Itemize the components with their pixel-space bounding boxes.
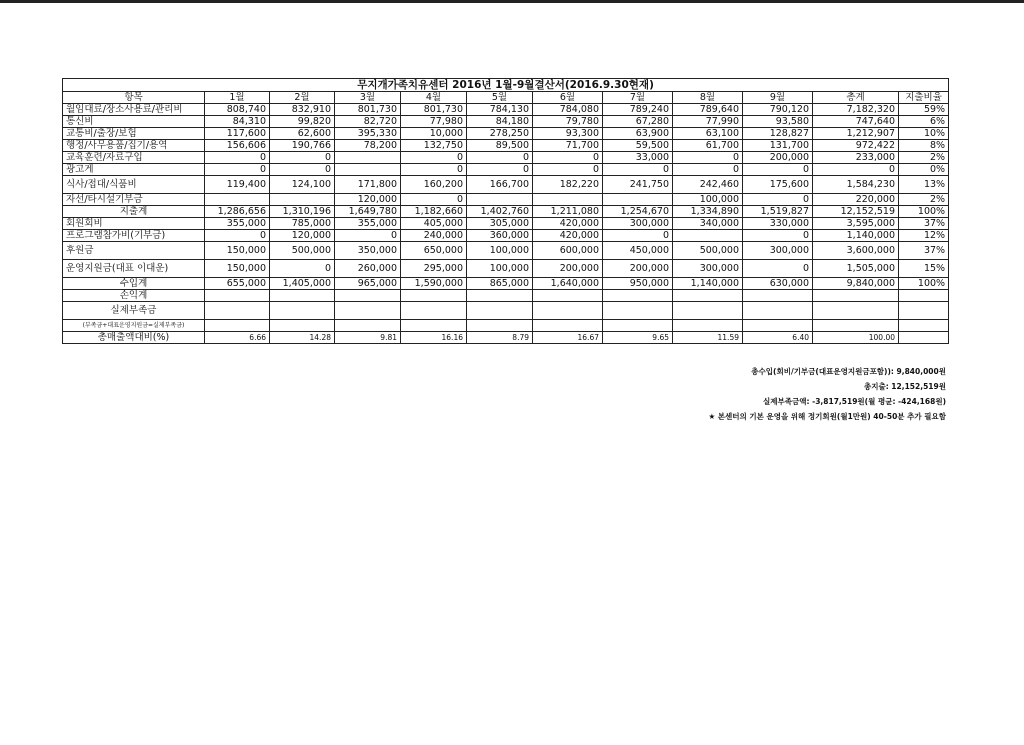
table-row (63, 176, 949, 194)
table-cell: 1,254,670 (603, 206, 673, 218)
table-cell: 1,405,000 (270, 278, 335, 290)
table-cell (899, 332, 949, 344)
table-cell: 2% (899, 194, 949, 206)
table-cell: 0 (673, 164, 743, 176)
table-cell: 33,000 (603, 152, 673, 164)
table-cell: 0 (205, 230, 270, 242)
table-cell: 1,310,196 (270, 206, 335, 218)
header-month-6: 6월 (533, 92, 603, 104)
table-cell: 1,211,080 (533, 206, 603, 218)
table-cell: 190,766 (270, 140, 335, 152)
table-cell: 1,140,000 (673, 278, 743, 290)
table-cell: 233,000 (813, 152, 899, 164)
table-cell: 0 (743, 194, 813, 206)
table-cell: 784,080 (533, 104, 603, 116)
row-label: 후원금 (63, 242, 205, 260)
table-cell: 93,300 (533, 128, 603, 140)
table-cell: 131,700 (743, 140, 813, 152)
row-label: 운영지원금(대표 이대운) (63, 260, 205, 278)
table-cell: 0 (603, 230, 673, 242)
table-cell: 1,519,827 (743, 206, 813, 218)
table-cell: 117,600 (205, 128, 270, 140)
table-cell (673, 320, 743, 332)
table-cell (533, 302, 603, 320)
table-cell: 100% (899, 206, 949, 218)
table-cell (743, 320, 813, 332)
table-cell: 11.59 (673, 332, 743, 344)
table-cell (270, 290, 335, 302)
note-total-expense: 총지출: 12,152,519원 (863, 382, 946, 391)
table-cell: 93,580 (743, 116, 813, 128)
top-border-line (0, 0, 1024, 3)
table-cell: 200,000 (603, 260, 673, 278)
table-row (63, 152, 949, 164)
table-row (63, 230, 949, 242)
row-label: 자선/타시설기부금 (63, 194, 205, 206)
table-cell (335, 164, 401, 176)
table-cell: 120,000 (335, 194, 401, 206)
table-cell (467, 290, 533, 302)
table-cell (467, 194, 533, 206)
table-cell (533, 320, 603, 332)
table-cell: 63,900 (603, 128, 673, 140)
table-cell: 182,220 (533, 176, 603, 194)
table-cell: 220,000 (813, 194, 899, 206)
row-label: 광고게 (63, 164, 205, 176)
header-month-4: 4월 (401, 92, 467, 104)
table-cell: 0 (533, 152, 603, 164)
table-cell: 395,330 (335, 128, 401, 140)
table-cell: 0 (401, 164, 467, 176)
table-cell: 6.40 (743, 332, 813, 344)
table-cell: 0 (270, 164, 335, 176)
table-cell (401, 320, 467, 332)
table-cell: 124,100 (270, 176, 335, 194)
table-cell: 150,000 (205, 260, 270, 278)
table-row (63, 242, 949, 260)
table-cell: 0 (743, 164, 813, 176)
table-row (63, 290, 949, 302)
settlement-table (62, 78, 949, 344)
table-cell: 420,000 (533, 218, 603, 230)
row-label: 교통비/출장/보험 (63, 128, 205, 140)
table-cell (270, 320, 335, 332)
table-cell (673, 302, 743, 320)
table-cell: 1,212,907 (813, 128, 899, 140)
table-cell: 0% (899, 164, 949, 176)
header-month-2: 2월 (270, 92, 335, 104)
table-cell: 242,460 (673, 176, 743, 194)
table-cell: 6% (899, 116, 949, 128)
table-row (63, 320, 949, 332)
table-row (63, 194, 949, 206)
row-label: 총매출액대비(%) (63, 332, 205, 344)
table-cell: 747,640 (813, 116, 899, 128)
table-cell: 100,000 (673, 194, 743, 206)
table-cell: 14.28 (270, 332, 335, 344)
table-cell (533, 290, 603, 302)
table-cell (205, 302, 270, 320)
table-cell: 9.65 (603, 332, 673, 344)
table-cell (899, 320, 949, 332)
table-cell: 77,990 (673, 116, 743, 128)
table-cell: 132,750 (401, 140, 467, 152)
table-cell (813, 302, 899, 320)
table-cell: 82,720 (335, 116, 401, 128)
table-cell: 300,000 (673, 260, 743, 278)
table-cell: 8.79 (467, 332, 533, 344)
header-month-8: 8월 (673, 92, 743, 104)
row-label: 식사/접대/식품비 (63, 176, 205, 194)
note-total-income: 총수입(회비/기부금(대표운영지원금포함)): 9,840,000원 (751, 367, 946, 376)
row-label: 통신비 (63, 116, 205, 128)
table-cell: 59% (899, 104, 949, 116)
row-label: 행정/사무용품/집기/용역 (63, 140, 205, 152)
table-cell: 37% (899, 218, 949, 230)
table-cell: 99,820 (270, 116, 335, 128)
table-cell: 200,000 (533, 260, 603, 278)
header-month-3: 3월 (335, 92, 401, 104)
table-cell: 120,000 (270, 230, 335, 242)
settlement-report (62, 78, 948, 344)
note-actual-shortfall: 실제부족금액: -3,817,519원(월 평균: -424,168원) (763, 397, 946, 406)
table-cell: 832,910 (270, 104, 335, 116)
table-cell: 3,595,000 (813, 218, 899, 230)
table-row (63, 128, 949, 140)
table-cell: 9,840,000 (813, 278, 899, 290)
table-cell: 37% (899, 242, 949, 260)
header-row (63, 92, 949, 104)
table-row (63, 302, 949, 320)
table-cell (335, 302, 401, 320)
table-cell (335, 290, 401, 302)
table-cell: 300,000 (603, 218, 673, 230)
table-cell: 808,740 (205, 104, 270, 116)
header-month-5: 5월 (467, 92, 533, 104)
table-cell: 13% (899, 176, 949, 194)
table-cell: 790,120 (743, 104, 813, 116)
row-label: 회원회비 (63, 218, 205, 230)
table-cell (899, 290, 949, 302)
table-cell: 785,000 (270, 218, 335, 230)
table-cell: 789,240 (603, 104, 673, 116)
table-cell (673, 230, 743, 242)
table-cell (743, 302, 813, 320)
table-cell: 350,000 (335, 242, 401, 260)
table-cell (401, 290, 467, 302)
table-cell: 16.16 (401, 332, 467, 344)
table-cell (270, 302, 335, 320)
table-cell (205, 290, 270, 302)
header-month-9: 9월 (743, 92, 813, 104)
table-cell: 0 (270, 152, 335, 164)
table-cell: 500,000 (270, 242, 335, 260)
row-label: 실제부족금 (63, 302, 205, 320)
table-cell: 500,000 (673, 242, 743, 260)
table-cell: 84,310 (205, 116, 270, 128)
table-row (63, 260, 949, 278)
table-cell: 1,505,000 (813, 260, 899, 278)
table-row (63, 104, 949, 116)
row-label: 손익계 (63, 290, 205, 302)
table-row (63, 206, 949, 218)
table-cell (335, 320, 401, 332)
row-label: 수입계 (63, 278, 205, 290)
table-cell (335, 152, 401, 164)
table-cell: 1,286,656 (205, 206, 270, 218)
table-cell (673, 290, 743, 302)
table-cell: 801,730 (335, 104, 401, 116)
table-cell (603, 302, 673, 320)
table-cell: 62,600 (270, 128, 335, 140)
table-cell: 0 (401, 152, 467, 164)
header-ratio: 지출비율 (899, 92, 949, 104)
table-cell: 78,200 (335, 140, 401, 152)
table-cell: 10% (899, 128, 949, 140)
table-cell: 330,000 (743, 218, 813, 230)
table-cell: 1,402,760 (467, 206, 533, 218)
table-cell (603, 320, 673, 332)
table-cell: 300,000 (743, 242, 813, 260)
table-cell (467, 320, 533, 332)
table-cell: 965,000 (335, 278, 401, 290)
table-cell: 865,000 (467, 278, 533, 290)
table-cell: 305,000 (467, 218, 533, 230)
row-label: (부족금+대표운영지원금=실제부족금) (63, 320, 205, 332)
table-cell: 0 (335, 230, 401, 242)
table-cell: 0 (205, 164, 270, 176)
table-cell (270, 194, 335, 206)
table-row (63, 218, 949, 230)
table-cell: 295,000 (401, 260, 467, 278)
table-cell: 16.67 (533, 332, 603, 344)
table-cell (813, 290, 899, 302)
table-cell: 0 (467, 164, 533, 176)
table-cell: 128,827 (743, 128, 813, 140)
table-cell (533, 194, 603, 206)
table-cell (603, 194, 673, 206)
table-cell: 278,250 (467, 128, 533, 140)
table-cell: 1,640,000 (533, 278, 603, 290)
table-cell: 2% (899, 152, 949, 164)
table-cell: 655,000 (205, 278, 270, 290)
table-cell: 0 (603, 164, 673, 176)
table-cell (743, 290, 813, 302)
table-cell: 7,182,320 (813, 104, 899, 116)
table-cell (813, 320, 899, 332)
table-cell: 1,334,890 (673, 206, 743, 218)
table-cell: 100.00 (813, 332, 899, 344)
table-cell: 420,000 (533, 230, 603, 242)
table-cell: 100,000 (467, 260, 533, 278)
table-cell: 600,000 (533, 242, 603, 260)
table-cell: 650,000 (401, 242, 467, 260)
table-cell: 784,130 (467, 104, 533, 116)
table-row (63, 140, 949, 152)
table-cell: 0 (401, 194, 467, 206)
table-cell: 3,600,000 (813, 242, 899, 260)
table-cell: 0 (813, 164, 899, 176)
table-row (63, 278, 949, 290)
table-cell: 0 (467, 152, 533, 164)
table-cell (603, 290, 673, 302)
table-cell: 10,000 (401, 128, 467, 140)
table-cell: 1,182,660 (401, 206, 467, 218)
table-cell: 801,730 (401, 104, 467, 116)
table-cell (401, 302, 467, 320)
table-cell: 12% (899, 230, 949, 242)
table-cell: 0 (270, 260, 335, 278)
table-cell: 340,000 (673, 218, 743, 230)
row-label: 지출계 (63, 206, 205, 218)
header-item: 항목 (63, 92, 205, 104)
summary-notes (708, 364, 946, 424)
table-cell: 972,422 (813, 140, 899, 152)
table-cell: 171,800 (335, 176, 401, 194)
table-cell: 200,000 (743, 152, 813, 164)
table-cell: 1,140,000 (813, 230, 899, 242)
table-cell: 84,180 (467, 116, 533, 128)
table-cell: 59,500 (603, 140, 673, 152)
table-cell: 0 (205, 152, 270, 164)
note-member-request: ★ 본센터의 기본 운영을 위해 정기회원(월1만원) 40-50분 추가 필요함 (708, 412, 946, 421)
table-row (63, 164, 949, 176)
table-cell: 260,000 (335, 260, 401, 278)
table-cell: 175,600 (743, 176, 813, 194)
header-month-7: 7월 (603, 92, 673, 104)
table-cell: 71,700 (533, 140, 603, 152)
table-cell: 360,000 (467, 230, 533, 242)
table-cell: 166,700 (467, 176, 533, 194)
table-cell: 160,200 (401, 176, 467, 194)
table-cell: 1,649,780 (335, 206, 401, 218)
table-cell: 100,000 (467, 242, 533, 260)
table-cell: 240,000 (401, 230, 467, 242)
table-cell: 355,000 (335, 218, 401, 230)
table-cell: 355,000 (205, 218, 270, 230)
table-cell: 63,100 (673, 128, 743, 140)
table-cell: 100% (899, 278, 949, 290)
table-cell: 0 (673, 152, 743, 164)
report-title: 무지개가족치유센터 2016년 1월-9월결산서(2016.9.30현재) (63, 79, 949, 92)
table-cell: 789,640 (673, 104, 743, 116)
row-label: 프로그램참가비(기부금) (63, 230, 205, 242)
table-cell: 1,584,230 (813, 176, 899, 194)
table-cell (899, 302, 949, 320)
table-cell: 119,400 (205, 176, 270, 194)
table-cell (205, 320, 270, 332)
table-cell: 9.81 (335, 332, 401, 344)
table-cell: 61,700 (673, 140, 743, 152)
table-cell: 0 (743, 260, 813, 278)
table-cell: 405,000 (401, 218, 467, 230)
table-cell: 150,000 (205, 242, 270, 260)
table-cell: 79,780 (533, 116, 603, 128)
table-cell: 1,590,000 (401, 278, 467, 290)
table-cell: 77,980 (401, 116, 467, 128)
table-cell (467, 302, 533, 320)
table-cell: 15% (899, 260, 949, 278)
table-cell: 630,000 (743, 278, 813, 290)
table-cell: 0 (743, 230, 813, 242)
table-cell: 89,500 (467, 140, 533, 152)
row-label: 월임대료/장소사용료/관리비 (63, 104, 205, 116)
table-cell: 0 (533, 164, 603, 176)
table-cell: 156,606 (205, 140, 270, 152)
row-label: 교육훈련/자료구입 (63, 152, 205, 164)
header-total: 총계 (813, 92, 899, 104)
table-cell: 8% (899, 140, 949, 152)
table-cell: 241,750 (603, 176, 673, 194)
table-cell: 67,280 (603, 116, 673, 128)
title-row (63, 79, 949, 92)
table-cell: 950,000 (603, 278, 673, 290)
table-cell: 450,000 (603, 242, 673, 260)
table-cell: 6.66 (205, 332, 270, 344)
table-cell: 12,152,519 (813, 206, 899, 218)
header-month-1: 1월 (205, 92, 270, 104)
table-row (63, 332, 949, 344)
table-row (63, 116, 949, 128)
table-cell (205, 194, 270, 206)
